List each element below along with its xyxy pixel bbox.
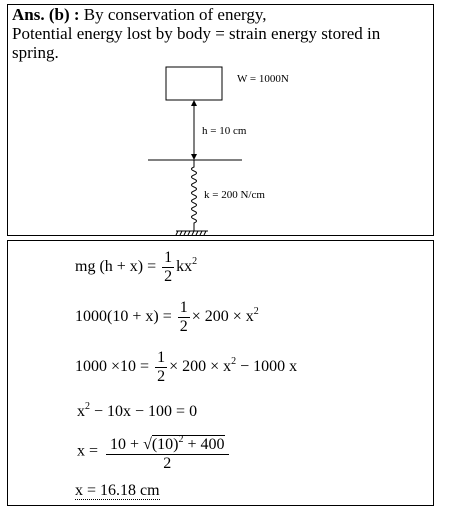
eq1-square: 2 xyxy=(192,256,198,268)
eq2-rhs-term: × 200 × x xyxy=(191,308,254,326)
equation-2 xyxy=(75,299,259,336)
equation-3 xyxy=(75,349,297,386)
answer-box xyxy=(7,4,434,236)
eq4-x: x xyxy=(77,403,85,420)
mass-block xyxy=(166,67,222,100)
result-value: x = 16.18 cm xyxy=(75,482,160,499)
spring-constant-label: k = 200 N/cm xyxy=(204,189,265,201)
eq1-fraction: $\frac{1}{2}$ xyxy=(164,249,173,285)
weight-label: W = 1000N xyxy=(237,73,289,85)
eq3-fraction: $\frac{1}{2}$ xyxy=(157,349,166,385)
eq3-tail: − 1000 x xyxy=(236,358,298,376)
eq1-lhs: mg (h + x) xyxy=(75,258,144,276)
height-arrow-head-up xyxy=(191,100,197,106)
eq4-rest: − 10x − 100 = 0 xyxy=(90,403,198,420)
height-label: h = 10 cm xyxy=(202,125,247,137)
eq1-equals: = xyxy=(147,258,157,276)
eq2-square: 2 xyxy=(253,306,259,318)
spring-coil xyxy=(192,160,197,231)
eq4-square: 2 xyxy=(85,401,90,412)
eq2-equals: = xyxy=(162,308,172,326)
answer-line-2: Potential energy lost by body = strain energy stored in xyxy=(12,24,381,43)
equation-4 xyxy=(77,401,197,421)
eq3-lhs: 1000 ×10 xyxy=(75,358,137,376)
answer-label: Ans. (b) : xyxy=(12,5,80,24)
eq5-fraction: $\frac{10 + √(10)^2 + 400}{2}$ xyxy=(106,431,229,473)
equation-5 xyxy=(77,431,231,473)
spring-mass-diagram xyxy=(8,5,435,237)
answer-line-3: spring. xyxy=(12,43,59,62)
eq3-rhs-term: × 200 × x xyxy=(169,358,232,376)
eq2-lhs: 1000(10 + x) xyxy=(75,308,159,326)
height-arrow-head-down xyxy=(191,154,197,160)
eq5-lhs: x = xyxy=(77,442,99,460)
eq1-rhs-term: kx xyxy=(176,258,193,276)
eq3-square: 2 xyxy=(231,356,237,368)
eq2-fraction: $\frac{1}{2}$ xyxy=(179,299,188,335)
equation-1 xyxy=(75,249,197,286)
ground-hatching xyxy=(176,231,206,235)
result xyxy=(75,482,160,500)
solution-box xyxy=(7,240,434,506)
answer-intro: By conservation of energy, xyxy=(79,5,267,24)
sqrt-sign: √ xyxy=(143,436,152,453)
eq3-equals: = xyxy=(140,358,150,376)
